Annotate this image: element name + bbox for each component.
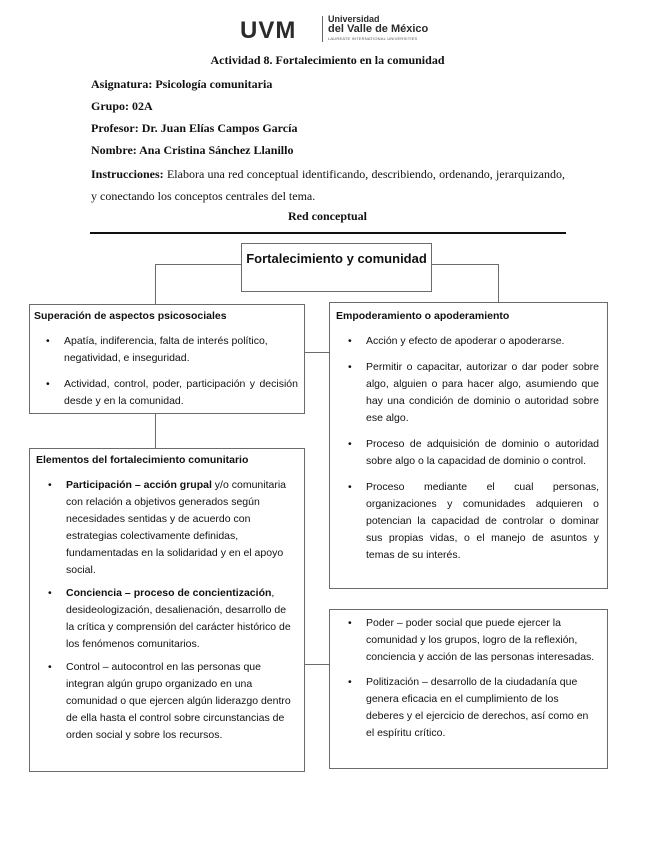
logo-line-1: Universidad bbox=[328, 14, 380, 24]
elementos-item-text: Control – autocontrol en las personas que integran algún grupo organizado en una comunidad o que ejercen algún liderazgo dentro de ella hasta el control sobre circunstancias de orden social y sobre los recursos. bbox=[66, 661, 291, 741]
nombre-row bbox=[91, 143, 293, 158]
elementos-box bbox=[29, 448, 305, 772]
asignatura-value: Psicología comunitaria bbox=[155, 77, 273, 91]
elementos-item-text: y/o comunitaria con relación a objetivos generados según necesidades sentidas y de acuerdo con estrategias colectivamente definidas, fundamentadas en la solidaridad y en el apoyo social. bbox=[66, 479, 287, 576]
elementos-item-text: , desideologización, desalienación, desarrollo de la crítica y comprensión del carácter histórico de los fenómenos comunitarios. bbox=[66, 587, 291, 650]
empoderamiento-item: • Permitir o capacitar, autorizar o dar poder sobre algo, alguien o para hacer algo, asumiendo que hay una condición de dominio o autoridad sobre ese algo. bbox=[336, 359, 599, 427]
asignatura-row bbox=[91, 77, 272, 92]
superacion-item: • Apatía, indiferencia, falta de interés político, negatividad, e inseguridad. bbox=[34, 333, 298, 367]
map-title: Red conceptual bbox=[288, 209, 367, 223]
uvm-logo bbox=[240, 14, 430, 46]
title-rule bbox=[90, 232, 566, 234]
connector-superacion-empoderamiento bbox=[304, 352, 330, 353]
poder-item: • Poder – poder social que puede ejercer la comunidad y los grupos, logro de la reflexión, conciencia y acción de las personas interesadas. bbox=[336, 615, 599, 666]
logo-line-2: del Valle de México bbox=[328, 23, 429, 35]
connector-central-left-v bbox=[155, 264, 156, 305]
central-concept-box bbox=[241, 243, 432, 292]
logo-mark: UVM bbox=[240, 17, 297, 44]
poder-box bbox=[329, 609, 608, 769]
central-concept: Fortalecimiento y comunidad bbox=[246, 251, 427, 266]
empoderamiento-item: • Proceso de adquisición de dominio o autoridad sobre algo o la capacidad de dominio o control. bbox=[336, 436, 599, 470]
elementos-item-participacion bbox=[36, 477, 296, 579]
instrucciones-paragraph bbox=[91, 163, 565, 207]
grupo-value: 02A bbox=[132, 99, 153, 113]
poder-item: • Politización – desarrollo de la ciudadanía que genera eficacia en el cumplimiento de los deberes y el ejercicio de derechos, así como en el espíritu crítico. bbox=[336, 674, 599, 742]
grupo-row bbox=[91, 99, 153, 114]
connector-central-right-h bbox=[432, 264, 498, 265]
empoderamiento-title: Empoderamiento o apoderamiento bbox=[336, 310, 510, 322]
empoderamiento-box bbox=[329, 302, 608, 589]
superacion-item: • Actividad, control, poder, participación y decisión desde y en la comunidad. bbox=[34, 376, 298, 410]
instrucciones-text: Elabora una red conceptual identificando, describiendo, ordenando, jerarquizando, y conectando los conceptos centrales del tema. bbox=[91, 167, 566, 203]
elementos-item-control bbox=[36, 659, 296, 744]
instrucciones-label: Instrucciones: bbox=[91, 167, 164, 181]
connector-central-right-v bbox=[498, 264, 499, 302]
empoderamiento-item: • Proceso mediante el cual personas, organizaciones y comunidades adquieren o potencian la capacidad de controlar o dominar sus propias vidas, o el manejo de asuntos y temas de su interés. bbox=[336, 479, 599, 564]
profesor-row bbox=[91, 121, 297, 136]
logo-line-3: LAUREATE INTERNATIONAL UNIVERSITIES bbox=[328, 36, 418, 41]
superacion-box bbox=[29, 304, 305, 414]
document-title: Actividad 8. Fortalecimiento en la comunidad bbox=[210, 53, 445, 67]
profesor-label: Profesor: bbox=[91, 121, 139, 135]
empoderamiento-item: • Acción y efecto de apoderar o apoderarse. bbox=[336, 333, 599, 350]
profesor-value: Dr. Juan Elías Campos García bbox=[141, 121, 298, 135]
elementos-title: Elementos del fortalecimiento comunitario bbox=[36, 454, 249, 466]
elementos-item-bold: Participación – acción grupal bbox=[66, 479, 212, 491]
connector-elementos-poder bbox=[304, 664, 329, 665]
connector-central-left-h bbox=[155, 264, 241, 265]
connector-superacion-elementos bbox=[155, 414, 156, 448]
nombre-label: Nombre: bbox=[91, 143, 137, 157]
grupo-label: Grupo: bbox=[91, 99, 130, 113]
nombre-value: Ana Cristina Sánchez Llanillo bbox=[139, 143, 294, 157]
elementos-item-bold: Conciencia – proceso de concientización bbox=[66, 587, 272, 599]
logo-divider bbox=[322, 16, 323, 42]
asignatura-label: Asignatura: bbox=[91, 77, 153, 91]
elementos-item-conciencia bbox=[36, 585, 296, 653]
superacion-title: Superación de aspectos psicosociales bbox=[34, 310, 227, 322]
